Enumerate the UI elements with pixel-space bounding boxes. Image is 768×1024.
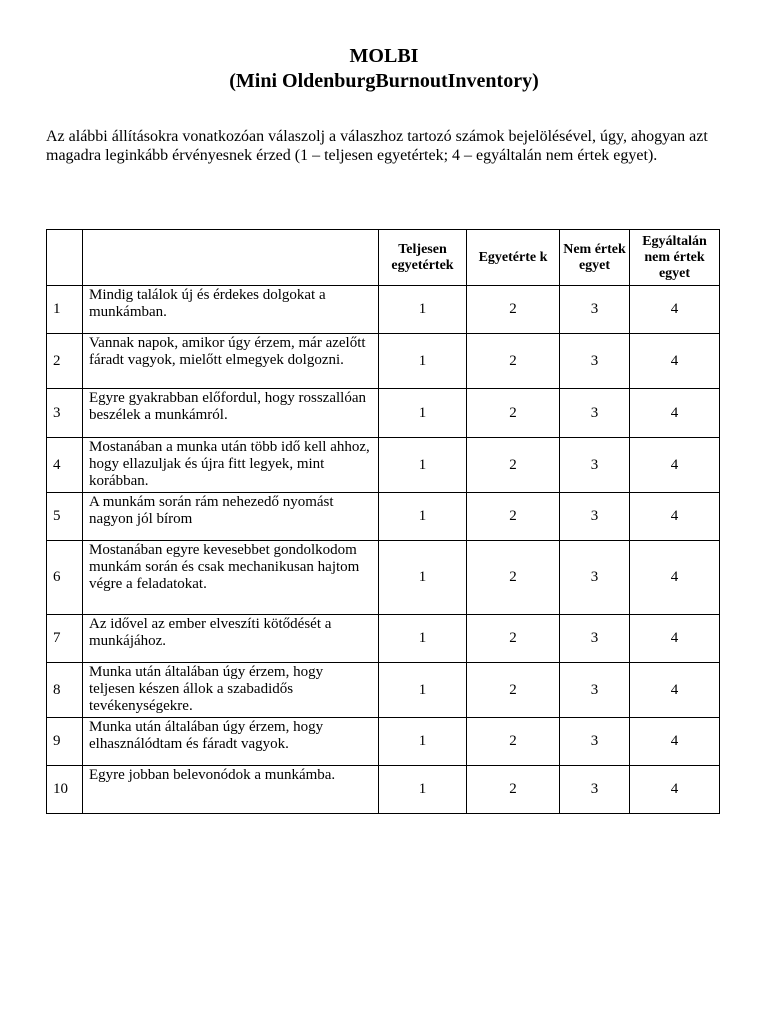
rating-option-2[interactable]: 2 bbox=[467, 493, 560, 541]
table-row bbox=[47, 438, 720, 493]
rating-option-2[interactable]: 2 bbox=[467, 718, 560, 766]
table-row bbox=[47, 541, 720, 615]
rating-option-1[interactable]: 1 bbox=[379, 718, 467, 766]
item-number: 5 bbox=[47, 493, 83, 541]
rating-option-1[interactable]: 1 bbox=[379, 541, 467, 615]
header-cell: Teljesen egyetértek bbox=[379, 230, 467, 286]
page-title: MOLBI bbox=[349, 45, 419, 67]
rating-option-4[interactable]: 4 bbox=[630, 493, 720, 541]
header-cell: Nem értek egyet bbox=[560, 230, 630, 286]
rating-option-2[interactable]: 2 bbox=[467, 438, 560, 493]
item-statement: Munka után általában úgy érzem, hogy elhasználódtam és fáradt vagyok. bbox=[83, 718, 379, 766]
item-statement: Az idővel az ember elveszíti kötődését a munkájához. bbox=[83, 615, 379, 663]
item-statement: Munka után általában úgy érzem, hogy teljesen készen állok a szabadidős tevékenységekre. bbox=[83, 663, 379, 718]
rating-option-1[interactable]: 1 bbox=[379, 334, 467, 389]
rating-option-2[interactable]: 2 bbox=[467, 389, 560, 438]
table-row bbox=[47, 663, 720, 718]
rating-option-4[interactable]: 4 bbox=[630, 766, 720, 814]
rating-option-4[interactable]: 4 bbox=[630, 718, 720, 766]
rating-option-2[interactable]: 2 bbox=[467, 286, 560, 334]
header-cell: Egyáltalán nem értek egyet bbox=[630, 230, 720, 286]
rating-option-3[interactable]: 3 bbox=[560, 438, 630, 493]
table-row bbox=[47, 718, 720, 766]
rating-option-4[interactable]: 4 bbox=[630, 389, 720, 438]
item-number: 6 bbox=[47, 541, 83, 615]
rating-option-2[interactable]: 2 bbox=[467, 615, 560, 663]
rating-option-1[interactable]: 1 bbox=[379, 663, 467, 718]
table-row bbox=[47, 766, 720, 814]
table-row bbox=[47, 334, 720, 389]
item-statement: Egyre gyakrabban előfordul, hogy rosszallóan beszélek a munkámról. bbox=[83, 389, 379, 438]
rating-option-4[interactable]: 4 bbox=[630, 286, 720, 334]
rating-option-3[interactable]: 3 bbox=[560, 493, 630, 541]
table-row bbox=[47, 389, 720, 438]
table-row bbox=[47, 615, 720, 663]
item-number: 8 bbox=[47, 663, 83, 718]
rating-option-2[interactable]: 2 bbox=[467, 766, 560, 814]
item-number: 10 bbox=[47, 766, 83, 814]
rating-option-3[interactable]: 3 bbox=[560, 718, 630, 766]
rating-option-4[interactable]: 4 bbox=[630, 541, 720, 615]
rating-option-1[interactable]: 1 bbox=[379, 615, 467, 663]
intro-paragraph: Az alábbi állításokra vonatkozóan válaszolj a válaszhoz tartozó számok bejelölésével, úgy, ahogyan azt magadra leginkább érvényesnek érzed (1 – teljesen egyetértek; 4 – egyáltalán nem értek egyet). bbox=[46, 128, 708, 164]
rating-option-4[interactable]: 4 bbox=[630, 438, 720, 493]
rating-option-1[interactable]: 1 bbox=[379, 493, 467, 541]
rating-option-1[interactable]: 1 bbox=[379, 389, 467, 438]
item-statement: Mindig találok új és érdekes dolgokat a munkámban. bbox=[83, 286, 379, 334]
rating-option-1[interactable]: 1 bbox=[379, 438, 467, 493]
rating-option-2[interactable]: 2 bbox=[467, 663, 560, 718]
header-cell bbox=[83, 230, 379, 286]
item-number: 3 bbox=[47, 389, 83, 438]
rating-option-3[interactable]: 3 bbox=[560, 389, 630, 438]
rating-option-3[interactable]: 3 bbox=[560, 334, 630, 389]
item-number: 4 bbox=[47, 438, 83, 493]
item-statement: Egyre jobban belevonódok a munkámba. bbox=[83, 766, 379, 814]
page-subtitle: (Mini OldenburgBurnoutInventory) bbox=[229, 70, 539, 92]
questionnaire-table bbox=[46, 229, 720, 814]
table-header-row bbox=[47, 230, 720, 286]
rating-option-1[interactable]: 1 bbox=[379, 286, 467, 334]
rating-option-4[interactable]: 4 bbox=[630, 615, 720, 663]
rating-option-2[interactable]: 2 bbox=[467, 334, 560, 389]
rating-option-4[interactable]: 4 bbox=[630, 334, 720, 389]
rating-option-3[interactable]: 3 bbox=[560, 541, 630, 615]
header-cell bbox=[47, 230, 83, 286]
rating-option-4[interactable]: 4 bbox=[630, 663, 720, 718]
rating-option-3[interactable]: 3 bbox=[560, 766, 630, 814]
item-statement: Mostanában egyre kevesebbet gondolkodom munkám során és csak mechanikusan hajtom végre a feladatokat. bbox=[83, 541, 379, 615]
header-cell: Egyetérte k bbox=[467, 230, 560, 286]
rating-option-1[interactable]: 1 bbox=[379, 766, 467, 814]
item-number: 1 bbox=[47, 286, 83, 334]
rating-option-3[interactable]: 3 bbox=[560, 615, 630, 663]
item-statement: Vannak napok, amikor úgy érzem, már azelőtt fáradt vagyok, mielőtt elmegyek dolgozni. bbox=[83, 334, 379, 389]
item-number: 2 bbox=[47, 334, 83, 389]
table-row bbox=[47, 493, 720, 541]
item-statement: Mostanában a munka után több idő kell ahhoz, hogy ellazuljak és újra fitt legyek, mint korábban. bbox=[83, 438, 379, 493]
table-row bbox=[47, 286, 720, 334]
item-number: 9 bbox=[47, 718, 83, 766]
rating-option-2[interactable]: 2 bbox=[467, 541, 560, 615]
item-number: 7 bbox=[47, 615, 83, 663]
rating-option-3[interactable]: 3 bbox=[560, 286, 630, 334]
item-statement: A munkám során rám nehezedő nyomást nagyon jól bírom bbox=[83, 493, 379, 541]
rating-option-3[interactable]: 3 bbox=[560, 663, 630, 718]
